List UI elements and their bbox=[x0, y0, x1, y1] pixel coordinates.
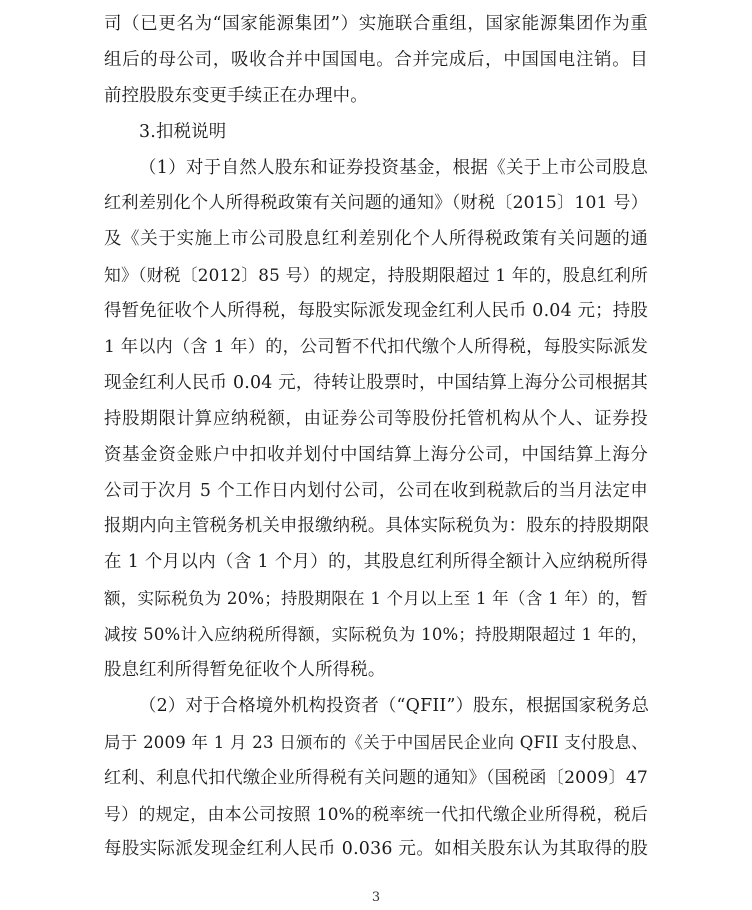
text-line: 局于 2009 年 1 月 23 日颁布的《关于中国居民企业向 QFII 支付股息、 bbox=[104, 732, 648, 752]
text-line: 每股实际派发现金红利人民币 0.036 元。如相关股东认为其取得的股 bbox=[104, 839, 648, 860]
paragraph-start-line: （1）对于自然人股东和证券投资基金，根据《关于上市公司股息 bbox=[139, 157, 648, 178]
text-line: 报期内向主管税务机关申报缴纳税。具体实际税负为：股东的持股期限 bbox=[104, 516, 650, 537]
text-line: 资基金资金账户中扣收并划付中国结算上海分公司，中国结算上海分 bbox=[104, 444, 648, 465]
text-line: 持股期限计算应纳税额，由证券公司等股份托管机构从个人、证券投 bbox=[104, 408, 648, 429]
text-line: 红利差别化个人所得税政策有关问题的通知》（财税〔2015〕101 号） bbox=[104, 193, 648, 214]
text-line: 股息红利所得暂免征收个人所得税。 bbox=[104, 660, 386, 681]
text-line: 得暂免征收个人所得税，每股实际派发现金红利人民币 0.04 元；持股 bbox=[104, 301, 648, 322]
text-line: 公司于次月 5 个工作日内划付公司，公司在收到税款后的当月法定申 bbox=[104, 480, 648, 501]
text-line: 司（已更名为“国家能源集团”）实施联合重组，国家能源集团作为重 bbox=[104, 14, 648, 34]
text-line: 现金红利人民币 0.04 元，待转让股票时，中国结算上海分公司根据其 bbox=[104, 372, 648, 393]
text-line: 1 年以内（含 1 年）的，公司暂不代扣代缴个人所得税，每股实际派发 bbox=[104, 337, 648, 358]
text-line: 减按 50%计入应纳税所得额，实际税负为 10%；持股期限超过 1 年的， bbox=[104, 625, 648, 645]
text-line: 在 1 个月以内（含 1 个月）的，其股息红利所得全额计入应纳税所得 bbox=[104, 552, 648, 573]
text-line: 知》（财税〔2012〕85 号）的规定，持股期限超过 1 年的，股息红利所 bbox=[104, 265, 648, 286]
text-line: 额，实际税负为 20%；持股期限在 1 个月以上至 1 年（含 1 年）的，暂 bbox=[104, 589, 648, 609]
body-text bbox=[104, 7, 648, 868]
text-line: 组后的母公司，吸收合并中国国电。合并完成后，中国国电注销。目 bbox=[104, 49, 648, 70]
text-line: 前控股股东变更手续正在办理中。 bbox=[104, 85, 368, 106]
page-number: 3 bbox=[371, 890, 381, 905]
paragraph-start-line: （2）对于合格境外机构投资者（“QFII”）股东，根据国家税务总 bbox=[139, 695, 650, 716]
text-line: 红利、利息代扣代缴企业所得税有关问题的通知》（国税函〔2009〕47 bbox=[104, 767, 648, 788]
section-heading: 3.扣税说明 bbox=[139, 121, 227, 142]
text-line: 号）的规定，由本公司按照 10%的税率统一代扣代缴企业所得税，税后 bbox=[104, 803, 648, 824]
text-line: 及《关于实施上市公司股息红利差别化个人所得税政策有关问题的通 bbox=[104, 229, 648, 250]
